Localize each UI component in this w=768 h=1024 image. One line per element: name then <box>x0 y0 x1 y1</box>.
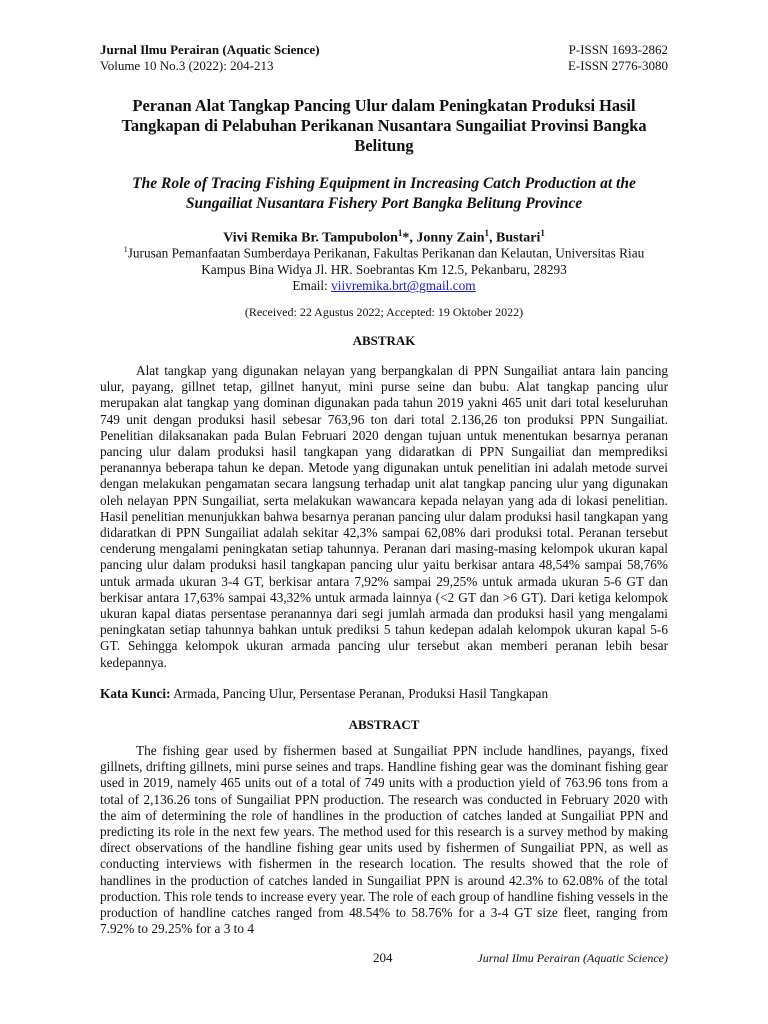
p-issn: P-ISSN 1693-2862 <box>568 42 668 57</box>
affiliation-email-line <box>100 278 668 295</box>
e-issn: E-ISSN 2776-3080 <box>567 58 668 73</box>
email-link[interactable]: viivremika.brt@gmail.com <box>331 278 476 294</box>
author-3: Bustari <box>496 230 541 246</box>
affiliation-line-1 <box>100 242 668 262</box>
received-accepted-dates: (Received: 22 Agustus 2022; Accepted: 19 Oktober 2022) <box>244 305 524 319</box>
paper-title: Peranan Alat Tangkap Pancing Ulur dalam Peningkatan Produksi Hasil Tangkapan di Pelabuhan Perikanan Nusantara Sungailiat Provinsi Bangka Belitung <box>121 96 647 155</box>
author-2: Jonny Zain <box>416 230 485 246</box>
keywords-label: Kata Kunci: <box>100 686 171 701</box>
affiliation-institution: Jurusan Pemanfaatan Sumberdaya Perikanan, Fakultas Perikanan dan Kelautan, Universitas Riau <box>127 245 645 261</box>
abstract-text: The fishing gear used by fishermen based at Sungailiat PPN include handlines, payangs, fixed gillnets, drifting gillnets, mini purse seines and traps. Handline fishing gear was the dominant fishing gear used in 2019, namely 465 units out of a total of 749 units with a production yield of 763.96 tons from a total of 2,136.26 tons of Sungailiat PPN production. The research was conducted in February 2020 with the aim of determining the role of handlines in the production of catches landed at Sungailiat PPN and predicting its role in the next few years. The method used for this research is a survey method by making direct observations of the handline fishing gear units used by fishermen of Sungailiat PPN, as well as conducting interviews with fishermen in the research location. The results showed that the role of handlines in the production of catches landed in Sungailiat PPN is around 42.3% to 62.08% of the total production. This role tends to increase every year. The role of each group of handline fishing vessels in the production of handline catches ranged from 48.54% to 58.76% for a 3-4 GT size fleet, ranging from 7.92% to 29.25% for a 3 to 4 <box>100 743 668 937</box>
affiliation-address: Kampus Bina Widya Jl. HR. Soebrantas Km 12.5, Pekanbaru, 28293 <box>201 261 567 277</box>
corresponding-mark: *, <box>402 230 417 246</box>
author-separator: , <box>489 230 497 246</box>
affiliation <box>100 242 668 295</box>
author-1: Vivi Remika Br. Tampubolon <box>223 230 398 246</box>
footer-journal-name: Jurnal Ilmu Perairan (Aquatic Science) <box>477 951 668 965</box>
page-number: 204 <box>373 950 393 965</box>
issn-block <box>568 42 668 74</box>
journal-name: Jurnal Ilmu Perairan (Aquatic Science) <box>100 42 320 57</box>
abstrak-text: Alat tangkap yang digunakan nelayan yang berpangkalan di PPN Sungailiat antara lain pancing ulur, payang, gillnet tetap, gillnet hanyut, mini purse seine dan bubu. Alat tangkap pancing ulur merupakan alat tangkap yang dominan digunakan pada tahun 2019 yakni 465 unit dari total keseluruhan 749 unit dengan produksi hasil sebesar 763,96 ton dari total 2.136,26 ton produksi PPN Sungailiat. Penelitian dilaksanakan pada Bulan Februari 2020 dengan tujuan untuk menentukan besarnya peranan pancing ulur dalam produksi hasil tangkapan yang didaratkan di PPN Sungailiat dan memprediksi peranannya beberapa tahun ke depan. Metode yang digunakan untuk penelitian ini adalah metode survei dengan melakukan pengamatan secara langsung terhadap unit alat tangkap pancing ulur yang digunakan oleh nelayan PPN Sungailiat, serta melakukan wawancara kepada nelayan yang ada di lokasi penelitian. Hasil penelitian menunjukkan bahwa besarnya peranan pancing ulur dalam produksi hasil tangkapan yang didaratkan di PPN Sungailiat adalah sekitar 42,3% sampai 62,08% dari produksi total. Peranan tersebut cenderung mengalami peningkatan setiap tahunnya. Peranan dari masing-masing kelompok ukuran kapal pancing ulur dalam produksi hasil tangkapan pancing ulur yaitu berkisar antara 48,54% sampai 58,76% untuk armada ukuran 3-4 GT, berkisar antara 7,92% sampai 29,25% untuk armada ukuran 5-6 GT dan berkisar antara 17,63% sampai 43,32% untuk armada lainnya (<2 GT dan >6 GT). Dari ketiga kelompok ukuran kapal diatas persentase peranannya dari segi jumlah armada dan produksi hasil yang mengalami peningkatan setiap tahunnya bahkan untuk prediksi 5 tahun kedepan adalah kelompok ukuran kapal 5-6 GT. Sehingga kelompok ukuran armada pancing ulur tersebut akan memberi peranan lebih besar kedepannya. <box>100 363 668 670</box>
keywords-text: Armada, Pancing Ulur, Persentase Peranan, Produksi Hasil Tangkapan <box>170 686 549 701</box>
journal-header <box>100 42 320 74</box>
author-3-affil: 1 <box>540 228 545 238</box>
email-label: Email: <box>292 278 332 294</box>
abstract-heading: ABSTRACT <box>348 717 420 732</box>
abstrak-heading: ABSTRAK <box>352 333 416 348</box>
keywords <box>100 686 668 702</box>
paper-title-english: The Role of Tracing Fishing Equipment in Increasing Catch Production at the Sungailiat Nusantara Fishery Port Bangka Belitung Province <box>132 175 636 212</box>
affiliation-mark: 1 <box>123 245 128 254</box>
author-1-affil: 1 <box>397 228 403 238</box>
author-2-affil: 1 <box>484 228 490 238</box>
journal-volume: Volume 10 No.3 (2022): 204-213 <box>100 58 274 73</box>
